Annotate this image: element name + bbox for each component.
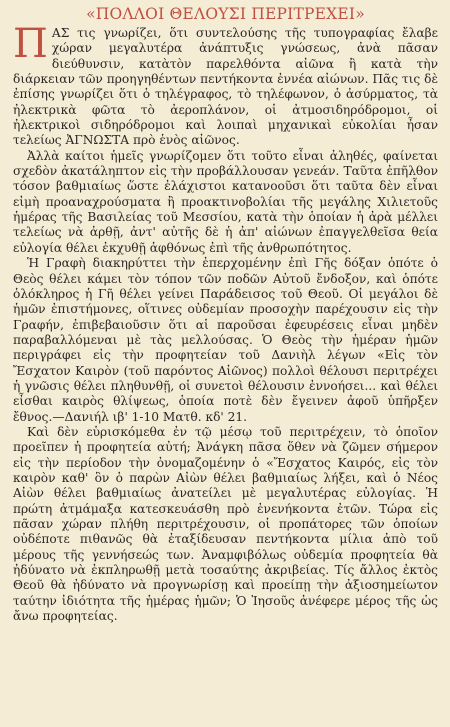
drop-cap-letter: Π	[13, 21, 48, 67]
paragraph-2	[13, 149, 438, 256]
paragraph-3-text: Ἡ Γραφὴ διακηρύττει τὴν ἐπερχομένην ἐπὶ Γῆς δόξαν ὁπότε ὁ Θεὸς θέλει κάμει τὸν τόπον τῶν ποδῶν Αὐτοῦ ἔνδοξον, καὶ ὁπότε ὁλόκληρος ἡ Γῆ θέλει γείνει Παράδεισος τοῦ Θεοῦ. Οἱ μεγάλοι δὲ ἡμῶν ἐπιστήμονες, οἵτινες οὐδεμίαν προσοχὴν παρέχουσιν εἰς τὴν Γραφήν, ἐπιβεβαιοῦσιν ὅτι αἱ παροῦσαι ἐφευρέσεις εἶναι μηδὲν παραβαλλόμεναι μὲ τὰς μελλούσας. Ὁ Θεὸς τὴν ἡμέραν ἡμῶν περιγράφει εἰς τὴν προφητείαν τοῦ Δανιὴλ λέγων «Εἰς τὸν Ἔσχατον Καιρὸν (τοῦ παρόντος Αἰῶνος) πολλοὶ θέλουσι περιτρέχει ἡ γνῶσις θέλει πληθυνθῇ, οἱ συνετοὶ θέλουσιν ἐννοήσει... καὶ θέλει εἶσθαι καιρὸς θλίψεως, ὁποία ποτὲ δὲν ἔγεινεν ἀφοῦ ὑπῆρξεν ἔθνος.—Δανιήλ ιβ' 1-10 Ματθ. κδ' 21.	[13, 256, 438, 424]
paragraph-3	[13, 256, 438, 425]
paragraph-2-text: Ἀλλὰ καίτοι ἡμεῖς γνωρίζομεν ὅτι τοῦτο εἶναι ἀληθές, φαίνεται σχεδὸν ἀκατάληπτον εἰς τὴν προβάλλουσαν γενεάν. Ταῦτα ἐπῆλθον τόσον βαθμιαίως ὥστε ἐλάχιστοι κατανοοῦσι ὅτι ταῦτα δὲν εἶναι εἰμὴ προαναχρούσματα ἢ προακτινοβολίαι τῆς μεγάλης Χιλιετοῦς ἡμέρας τῆς Βασιλείας τοῦ Μεσσίου, κατὰ τὴν ὁποίαν ἡ ἀρὰ μέλλει τελείως νὰ ἀρθῇ, ἀντ' αὐτῆς δὲ ἡ ἀπ' αἰώνων ἐπαγγελθεῖσα θεία εὐλογία θέλει ἐκχυθῇ ἀφθόνως ἐπὶ τῆς ἀνθρωπότητος.	[13, 148, 438, 255]
paragraph-4	[13, 425, 438, 624]
paragraph-1	[13, 21, 438, 149]
paragraph-1-text: ΑΣ τις γνωρίζει, ὅτι συντελούσης τῆς τυπογραφίας ἔλαβε χώραν μεγαλυτέρα ἀνάπτυξις γνώσεως, ἀνὰ πᾶσαν διεύθυνσιν, κατὰτὸν παρελθόντα αἰῶνα ἢ κατὰ τὴν διάρκειαν τῶν προηγηθέντων πεντήκοντα ἐννέα αἰώνων. Πᾶς τις δὲ ἐπίσης γνωρίζει ὅτι ὁ τηλέγραφος, τὸ τηλέφωνον, ὁ ἀσύρματος, τὰ ἠλεκτρικὰ φῶτα τὸ ἀεροπλάνον, οἱ ἀτμοσιδηρόδρομοι, οἱ ἠλεκτρικοὶ σιδηρόδρομοι καὶ λοιπαὶ μηχανικαὶ εὐκολίαι ἦσαν τελείως ἈΓΝΩΣΤΑ πρὸ ἑνὸς αἰῶνος.	[13, 26, 438, 148]
article-title: «ΠΟΛΛΟΙ ΘΕΛΟΥΣΙ ΠΕΡΙΤΡΕΧΕΙ»	[86, 5, 365, 23]
paragraph-4-text: Καὶ δὲν εὑρισκόμεθα ἐν τῷ μέσῳ τοῦ περιτρέχειν, τὸ ὁποῖον προεῖπεν ἡ προφητεία αὐτή; Ἀνάγκη πᾶσα ὅθεν νὰ ζῶμεν σήμερον εἰς τὴν περίοδον τὴν ὀνομαζομένην ὁ «Ἔσχατος Καιρός, εἰς τὸν καιρὸν καθ' ὃν ὁ παρὼν Αἰὼν θέλει βαθμιαίως λήξει, καὶ ὁ Νέος Αἰὼν θέλει βαθμιαίως ἀνατείλει μὲ μεγαλυτέρας εὐλογίας. Ἡ πρώτη ἀτμάμαξα κατεσκευάσθη πρὸ ἐνενήκοντα ἐτῶν. Τώρα εἰς πᾶσαν χώραν πλήθη περιτρέχουσιν, οἱ προπάτορες τῶν ὁποίων οὐδέποτε πιθανῶς θὰ ἐταξίδευσαν πεντήκοντα μίλια ἀπὸ τοῦ μέρους τῆς γεννήσεώς των. Ἀναμφιβόλως οὐδεμία προφητεία θὰ ἠδύνατο νὰ ἐκπληρωθῇ μετὰ τοσαύτης ἀκριβείας. Τίς ἄλλος ἐκτὸς Θεοῦ θὰ ἠδύνατο νὰ προγνωρίσῃ καὶ προείπῃ τὴν ἀξιοσημείωτον ταύτην ἰδιότητα τῆς ἡμέρας ἡμῶν; Ὁ Ἰησοῦς ἀνέφερε μέρος τῆς ὡς ἄνω προφητείας.	[13, 424, 438, 624]
